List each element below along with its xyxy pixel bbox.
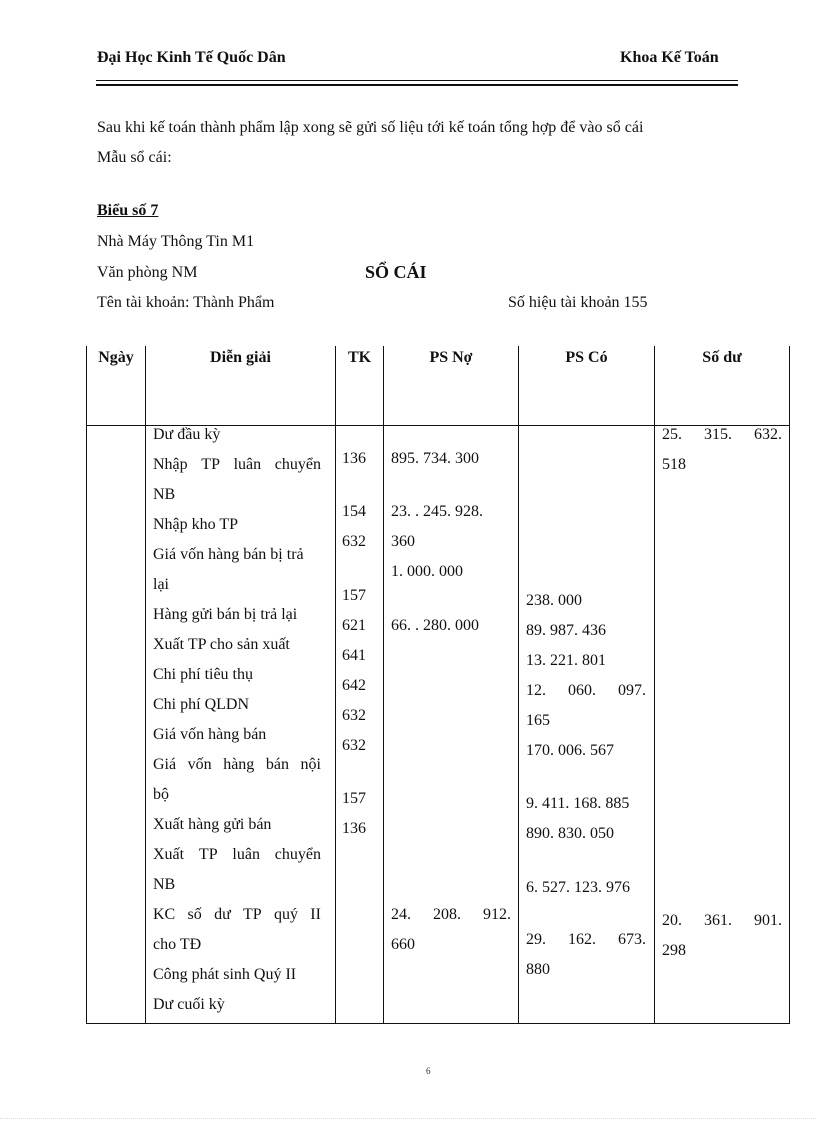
tk-line: 632 [342, 736, 366, 754]
credit-line: 13. 221. 801 [526, 651, 606, 669]
account-cell [336, 425, 384, 1023]
description-cell [146, 425, 336, 1023]
credit-cell [519, 425, 655, 1023]
col-header-date: Ngày [87, 346, 146, 425]
credit-line: 238. 000 [526, 591, 582, 609]
tk-line: 632 [342, 532, 366, 550]
desc-line: Xuất TP luân chuyển [153, 845, 321, 863]
header-faculty: Khoa Kế Toán [620, 49, 719, 66]
desc-line: Dư cuối kỳ [153, 995, 225, 1013]
office-name: Văn phòng NM [97, 264, 198, 281]
ledger-table [86, 346, 790, 1024]
header-rule-bottom [96, 84, 738, 86]
footer-dotted-line [0, 1118, 816, 1119]
col-header-account: TK [336, 346, 384, 425]
tk-line: 136 [342, 449, 366, 467]
desc-line: NB [153, 485, 176, 503]
intro-line-2: Mẫu sổ cái: [97, 149, 172, 166]
desc-line: KC số dư TP quý II [153, 905, 321, 923]
debit-cell [384, 425, 519, 1023]
desc-line: cho TĐ [153, 935, 202, 953]
credit-line: 170. 006. 567 [526, 741, 614, 759]
credit-line: 880 [526, 960, 550, 978]
desc-line: NB [153, 875, 176, 893]
tk-line: 642 [342, 676, 366, 694]
credit-line: 12. 060. 097. [526, 681, 646, 699]
debit-line: 895. 734. 300 [391, 449, 479, 467]
col-header-credit: PS Có [519, 346, 655, 425]
credit-line: 29. 162. 673. [526, 930, 646, 948]
balance-line: 518 [662, 455, 686, 473]
balance-line: 20. 361. 901. [662, 911, 782, 929]
credit-line: 890. 830. 050 [526, 824, 614, 842]
credit-line: 165 [526, 711, 550, 729]
desc-line: Chi phí QLDN [153, 695, 249, 713]
col-header-balance: Số dư [655, 346, 790, 425]
debit-line: 66. . 280. 000 [391, 616, 479, 634]
company-name: Nhà Máy Thông Tin M1 [97, 233, 255, 250]
account-name: Tên tài khoản: Thành Phẩm [97, 294, 275, 311]
tk-line: 157 [342, 586, 366, 604]
desc-line: Chi phí tiêu thụ [153, 665, 253, 683]
table-header-row [87, 346, 790, 425]
desc-line: Nhập kho TP [153, 515, 239, 533]
debit-line: 1. 000. 000 [391, 562, 463, 580]
account-number: Số hiệu tài khoản 155 [508, 294, 648, 311]
intro-line-1: Sau khi kế toán thành phẩm lập xong sẽ gửi số liệu tới kế toán tổng hợp để vào sổ cái [97, 119, 644, 136]
tk-line: 641 [342, 646, 366, 664]
debit-line: 660 [391, 935, 415, 953]
tk-line: 632 [342, 706, 366, 724]
desc-line: Xuất TP cho sản xuất [153, 635, 290, 653]
form-label: Biểu số 7 [97, 202, 159, 219]
desc-line: Giá vốn hàng bán nội [153, 755, 321, 773]
header-rule-top [96, 80, 738, 81]
debit-line: 23. . 245. 928. [391, 502, 483, 520]
credit-line: 6. 527. 123. 976 [526, 878, 630, 896]
desc-line: Giá vốn hàng bán [153, 725, 267, 743]
desc-line: Công phát sinh Quý II [153, 965, 297, 983]
credit-line: 89. 987. 436 [526, 621, 606, 639]
desc-line: Nhập TP luân chuyển [153, 455, 321, 473]
debit-line: 24. 208. 912. [391, 905, 511, 923]
desc-line: Xuất hàng gửi bán [153, 815, 272, 833]
tk-line: 154 [342, 502, 366, 520]
balance-cell [655, 425, 790, 1023]
desc-line: Giá vốn hàng bán bị trả [153, 545, 304, 563]
page-number: 6 [426, 1066, 431, 1076]
header-university: Đại Học Kinh Tế Quốc Dân [97, 49, 286, 66]
col-header-debit: PS Nợ [384, 346, 519, 425]
tk-line: 136 [342, 819, 366, 837]
credit-line: 9. 411. 168. 885 [526, 794, 630, 812]
balance-line: 25. 315. 632. [662, 425, 782, 443]
debit-line: 360 [391, 532, 415, 550]
desc-line: bộ [153, 785, 169, 803]
table-body-row [87, 425, 790, 1023]
balance-line: 298 [662, 941, 686, 959]
date-cell [87, 425, 146, 1023]
desc-line: Dư đầu kỳ [153, 425, 221, 443]
tk-line: 621 [342, 616, 366, 634]
desc-line: lại [153, 575, 169, 593]
desc-line: Hàng gửi bán bị trả lại [153, 605, 298, 623]
col-header-description: Diễn giải [146, 346, 336, 425]
ledger-title: SỔ CÁI [365, 262, 427, 282]
tk-line: 157 [342, 789, 366, 807]
